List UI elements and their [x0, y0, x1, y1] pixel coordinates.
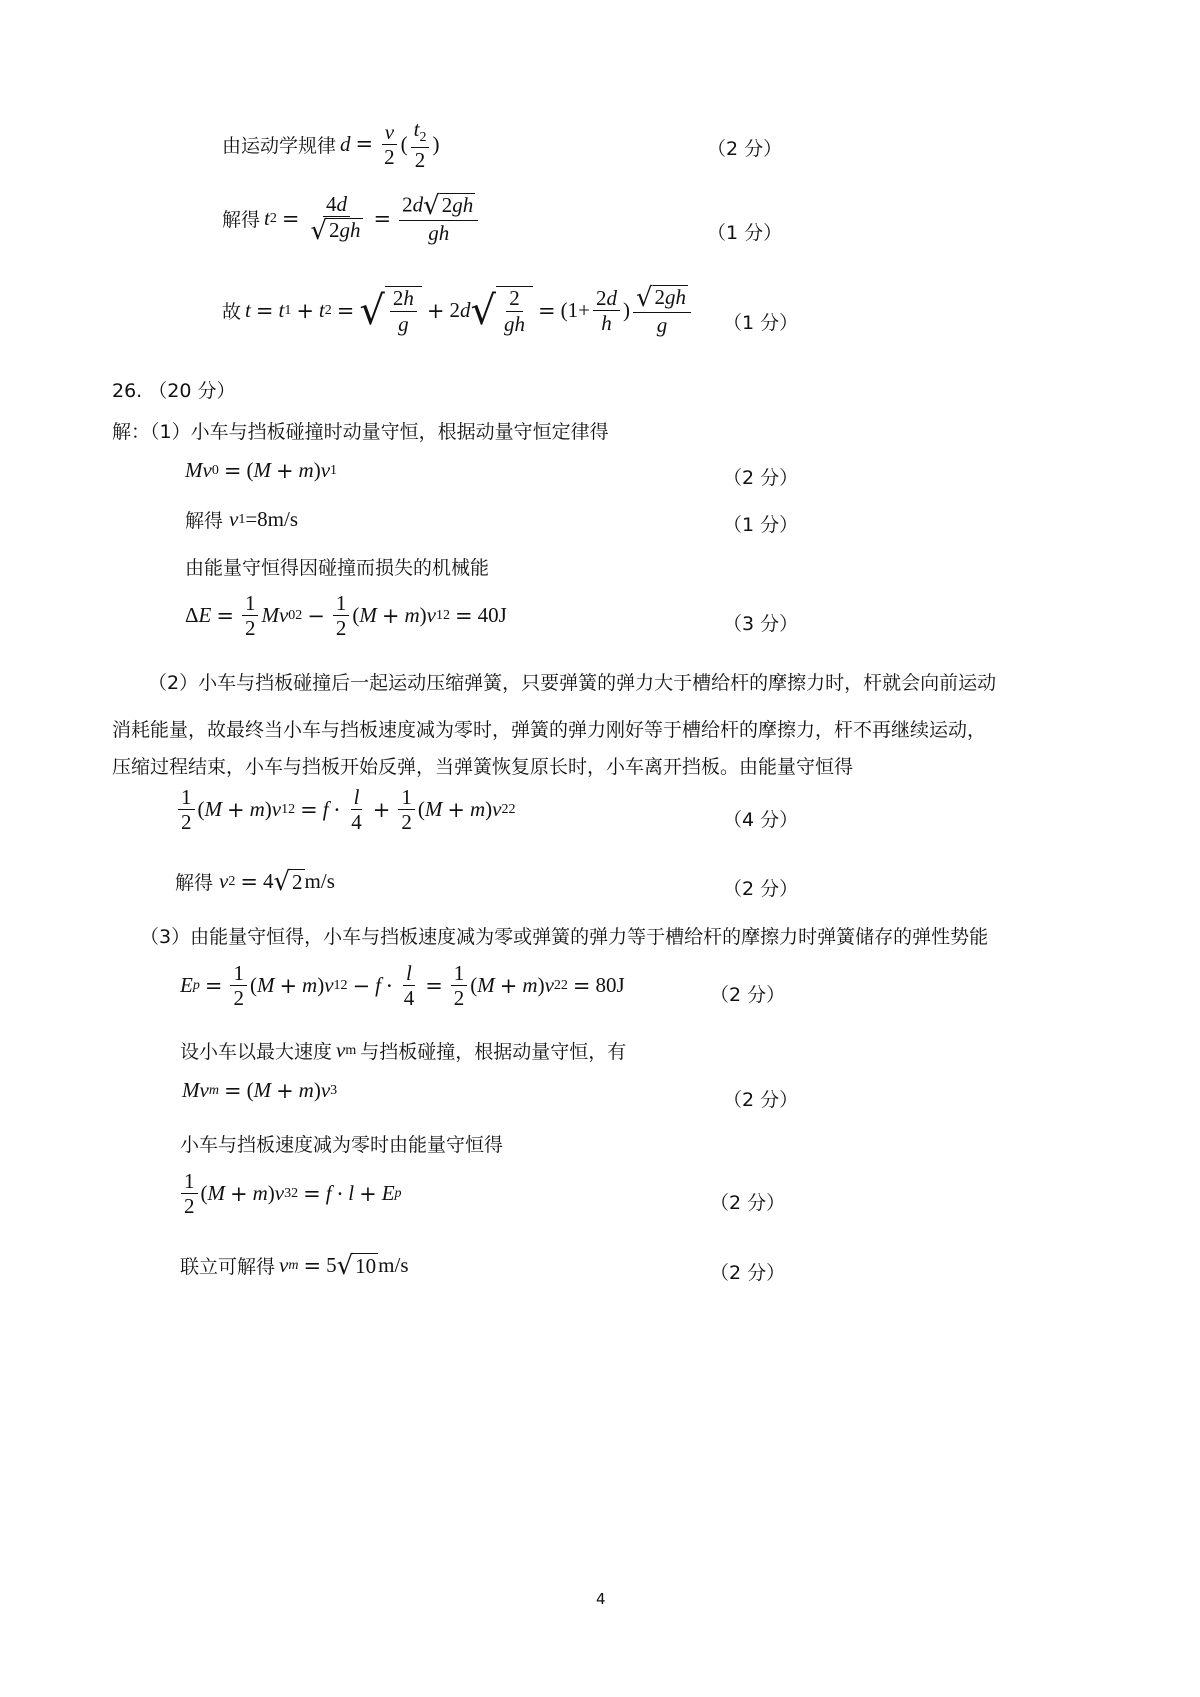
energy-intro: 由能量守恒得因碰撞而损失的机械能: [185, 557, 490, 579]
score-label: （2 分）: [710, 1192, 786, 1214]
v2-result: 解得 v 2 = 4 √ 2 m/s: [175, 866, 335, 897]
score-label: （4 分）: [723, 809, 799, 831]
solve-label: 解得: [185, 510, 224, 532]
kinematics-equation: 由运动学规律 d = $\frac{v}{2}$ ( $\frac{t_2}{2}$ ): [222, 117, 440, 172]
combine-label: 联立可解得: [180, 1256, 276, 1278]
score-label: （2 分）: [723, 467, 799, 489]
page-number: 4: [596, 1590, 606, 1608]
solution-label: 解：: [112, 421, 151, 443]
therefore-label: 故: [222, 301, 242, 324]
part3-intro: （3）由能量守恒得，小车与挡板速度减为零或弹簧的弹力等于槽给杆的摩擦力时弹簧储存的弹性势能: [140, 926, 989, 948]
part1-intro-text: （1）小车与挡板碰撞时动量守恒，根据动量守恒定律得: [150, 421, 609, 443]
solve-label: 解得: [222, 209, 261, 232]
v1-result: 解得 v 1 =8m/s: [185, 507, 299, 532]
score-label: （1 分）: [723, 514, 799, 536]
max-momentum-equation: Mv m = ( M + m ) v 3: [182, 1078, 338, 1103]
max-speed-text-b: 与挡板碰撞，根据动量守恒，有: [360, 1041, 627, 1063]
total-time-equation: 故 t = t 1 + t 2 = √ $\frac{2h}{g}$ + 2 d √ $\frac{2}{gh}$ = (1+ $\frac{2d}{h}$ ) √ 2gh g: [222, 285, 694, 336]
part2-paragraph-line1: （2）小车与挡板碰撞后一起运动压缩弹簧，只要弹簧的弹力大于槽给杆的摩擦力时，杆就会向前运动: [148, 672, 997, 694]
max-speed-text-a: 设小车以最大速度: [180, 1041, 333, 1063]
zero-speed-text: 小车与挡板速度减为零时由能量守恒得: [180, 1134, 504, 1156]
score-label: （2 分）: [707, 138, 783, 160]
score-label: （1 分）: [723, 312, 799, 334]
t2-equation: 解得 t 2 = 4d √ 2gh = 2d √ 2gh gh: [222, 193, 481, 244]
part1-intro: [112, 417, 609, 444]
score-label: （3 分）: [723, 613, 799, 635]
energy-loss-equation: Δ E = $\frac{1}{2}$ Mv 0 2 − $\frac{1}{2}$ ( M + m ) v 1 2 = 40J: [185, 591, 507, 641]
v1-value: =8m/s: [245, 507, 299, 531]
score-label: （2 分）: [723, 878, 799, 900]
max-speed-line: 设小车以最大速度 v m 与挡板碰撞，根据动量守恒，有: [180, 1038, 627, 1063]
solve-label: 解得: [175, 872, 214, 894]
elastic-energy-equation: E p = $\frac{1}{2}$ ( M + m ) v 1 2 − f · $\frac{l}{4}$ = $\frac{1}{2}$ ( M + m ) v 2 2 = 80J: [180, 961, 625, 1011]
part2-paragraph-line2: 消耗能量，故最终当小车与挡板速度减为零时，弹簧的弹力刚好等于槽给杆的摩擦力，杆不再继续运动，: [112, 719, 987, 741]
score-label: （1 分）: [707, 222, 783, 244]
score-label: （2 分）: [723, 1089, 799, 1111]
vm-result: 联立可解得 v m = 5 √ 10 m/s: [180, 1250, 409, 1281]
spring-energy-equation: $\frac{1}{2}$ ( M + m ) v 1 2 = f · $\frac{l}{4}$ + $\frac{1}{2}$ ( M + m ) v 2 2: [175, 786, 515, 833]
part2-paragraph-line3: 压缩过程结束，小车与挡板开始反弹，当弹簧恢复原长时，小车离开挡板。由能量守恒得: [112, 756, 854, 778]
final-energy-equation: $\frac{1}{2}$ ( M + m ) v 3 2 = f · l + E p: [178, 1170, 402, 1217]
kinematics-label: 由运动学规律: [222, 134, 337, 157]
momentum-equation: Mv 0 = ( M + m ) v 1: [185, 458, 338, 483]
score-label: （2 分）: [710, 984, 786, 1006]
score-label: （2 分）: [710, 1262, 786, 1284]
question-heading: 26. （20 分）: [112, 380, 236, 402]
